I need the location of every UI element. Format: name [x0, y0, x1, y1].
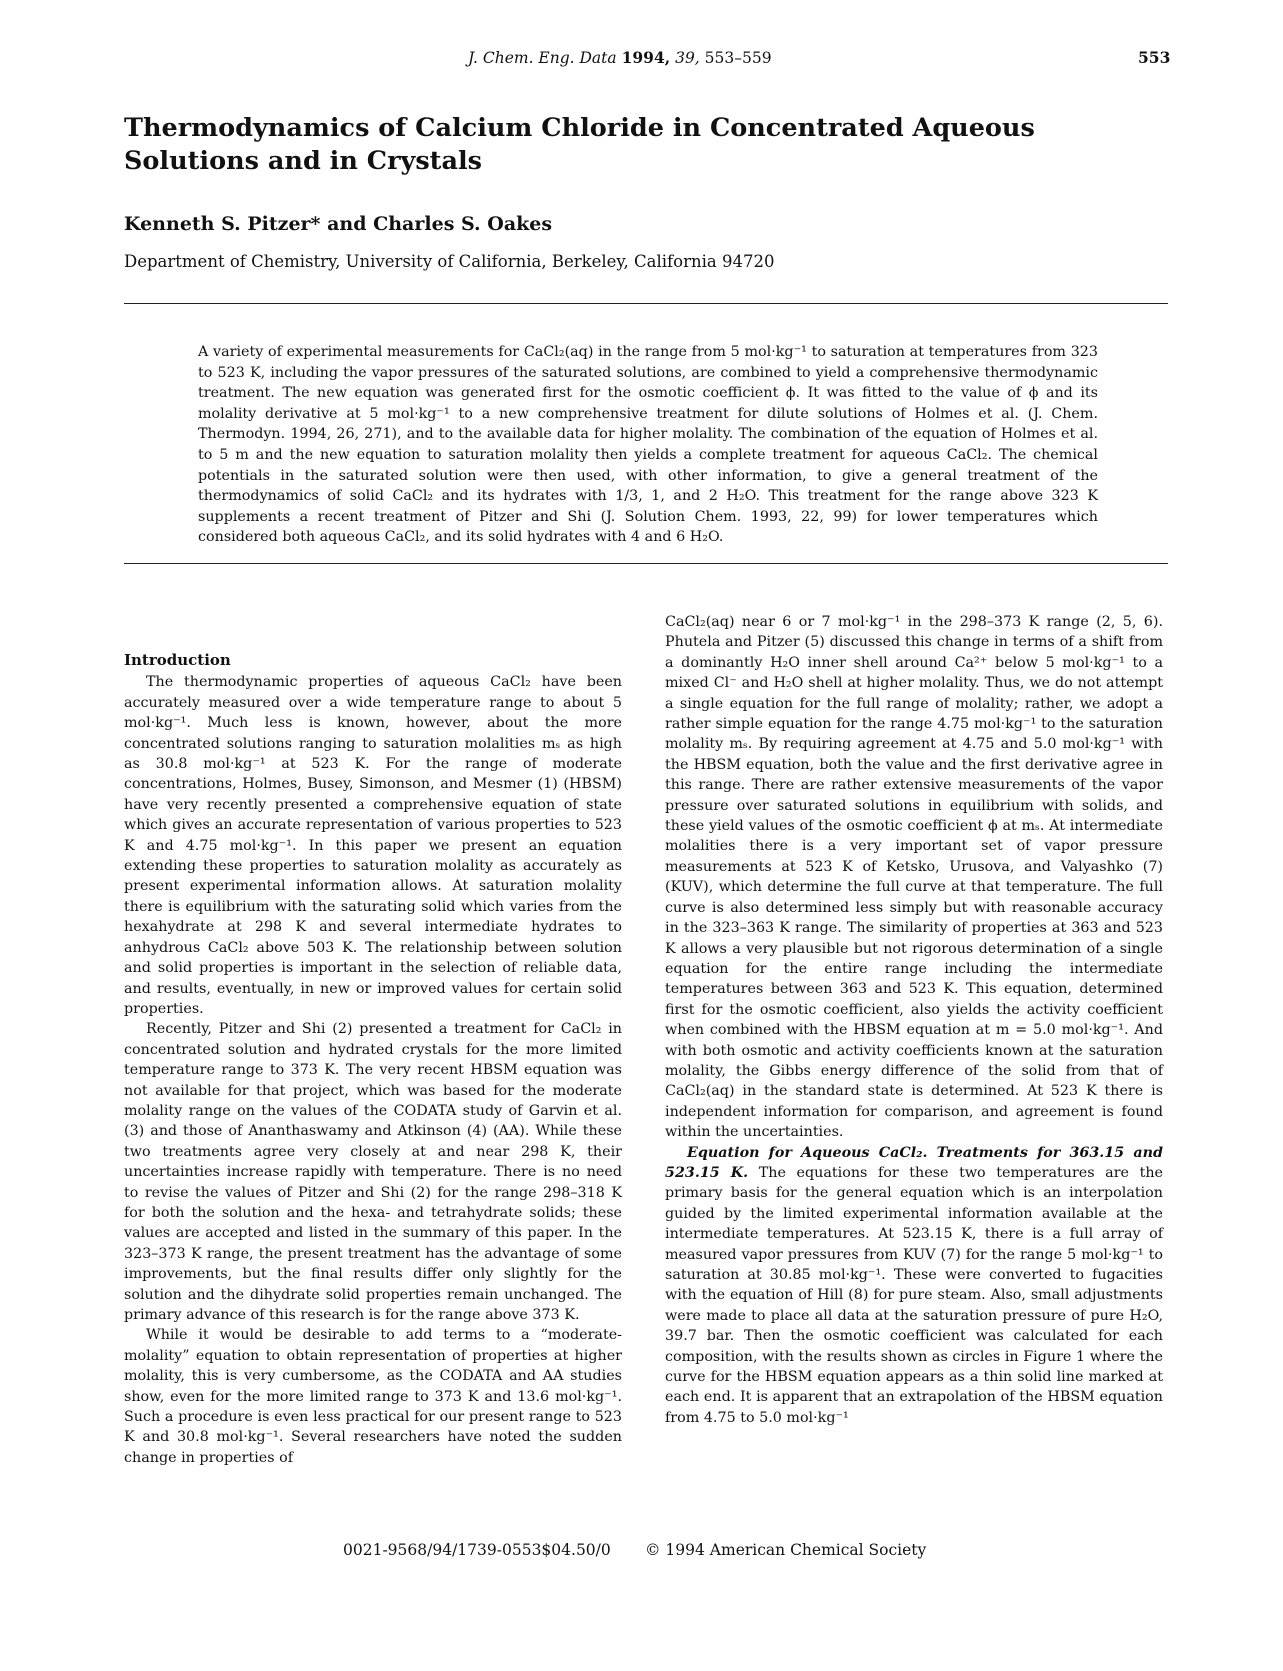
journal-year: 1994,	[621, 48, 671, 67]
intro-paragraph: The thermodynamic properties of aqueous CaCl₂ have been accurately measured over a wide temperature range to about 5 mol·kg⁻¹. Much less is known, however, about the more concentrated solutions ranging to saturation molalities mₛ as high as 30.8 mol·kg⁻¹ at 523 K. For the range of moderate concentrations, Holmes, Busey, Simonson, and Mesmer (1) (HBSM) have very recently presented a comprehensive equation of state which gives an accurate representation of various properties to 523 K and 4.75 mol·kg⁻¹. In this paper we present an equation extending these properties to saturation molality as accurately as present experimental information allows. At saturation molality there is equilibrium with the saturating solid which varies from the hexahydrate at 298 K and several intermediate hydrates to anhydrous CaCl₂ above 503 K. The relationship between solution and solid properties is important in the selection of reliable data, and results, eventually, in new or improved values for certain solid properties.	[124, 674, 622, 1017]
continued-paragraph: CaCl₂(aq) near 6 or 7 mol·kg⁻¹ in the 298–373 K range (2, 5, 6). Phutela and Pitzer (5) discussed this change in terms of a shift from a dominantly H₂O inner shell around Ca²⁺ below 5 mol·kg⁻¹ to a mixed Cl⁻ and H₂O shell at higher molality. Thus, we do not attempt a single equation for the full range of molality; rather, we adopt a rather simple equation for the range 4.75 mol·kg⁻¹ to the saturation molality mₛ. By requiring agreement at 4.75 and 5.0 mol·kg⁻¹ with the HBSM equation, both the value and the first derivative agree in this range. There are rather extensive measurements of the vapor pressure over saturated solutions in equilibrium with solids, and these yield values of the osmotic coefficient ϕ at mₛ. At intermediate molalities there is a very important set of vapor pressure measurements at 523 K of Ketsko, Urusova, and Valyashko (7) (KUV), which determine the full curve at that temperature. The full curve is also determined less simply but with reasonable accuracy in the 323–363 K range. The similarity of properties at 363 and 523 K allows a very plausible but not rigorous determination of a single equation for the entire range including the intermediate temperatures between 363 and 523 K. This equation, determined first for the osmotic coefficient, also yields the activity coefficient when combined with the HBSM equation at m = 5.0 mol·kg⁻¹. And with both osmotic and activity coefficients known at the saturation molality, the Gibbs energy difference of the solid from that of CaCl₂(aq) in the standard state is determined. At 523 K there is independent information for comparison, and agreement is found within the uncertainties.	[665, 614, 1163, 1141]
running-header	[0, 48, 1283, 72]
page-number: 553	[1138, 48, 1171, 67]
abstract-bottom-rule	[124, 563, 1168, 564]
article-code: 0021-9568/94/1739-0553$04.50/0	[343, 1541, 611, 1559]
journal-name: J. Chem. Eng. Data	[468, 49, 617, 67]
journal-volume: 39,	[675, 49, 700, 67]
intro-paragraph: Recently, Pitzer and Shi (2) presented a treatment for CaCl₂ in concentrated solution and hydrated crystals for the more limited temperature range to 373 K. The very recent HBSM equation was not available for that project, which was based for the moderate molality range on the values of the CODATA study of Garvin et al. (3) and those of Ananthaswamy and Atkinson (4) (AA). While these two treatments agree very closely at and near 298 K, their uncertainties increase rapidly with temperature. There is no need to revise the values of Pitzer and Shi (2) for the range 298–318 K for both the solution and the hexa- and tetrahydrate solids; these values are accepted and listed in the summary of this paper. In the 323–373 K range, the present treatment has the advantage of some improvements, but the final results differ only slightly for the solution and the dihydrate solid properties remain unchanged. The primary advance of this research is for the range above 373 K.	[124, 1021, 622, 1323]
section-heading-introduction: Introduction	[124, 651, 231, 669]
section-heading-equation: Equation for Aqueous CaCl₂. Treatments for 363.15 and 523.15 K.	[665, 1144, 1163, 1181]
intro-paragraph: While it would be desirable to add terms to a “moderate-molality” equation to obtain representation of properties at higher molality, this is very cumbersome, as the CODATA and AA studies show, even for the more limited range to 373 K and 13.6 mol·kg⁻¹. Such a procedure is even less practical for our present range to 523 K and 30.8 mol·kg⁻¹. Several researchers have noted the sudden change in properties of	[124, 1327, 622, 1466]
left-column	[124, 650, 622, 1468]
abstract-top-rule	[124, 303, 1168, 304]
paper-title: Thermodynamics of Calcium Chloride in Concentrated Aqueous Solutions and in Crystals	[124, 113, 1035, 176]
section-paragraph	[665, 1143, 1163, 1429]
copyright: © 1994 American Chemical Society	[645, 1541, 927, 1559]
right-column	[665, 612, 1163, 1428]
authors: Kenneth S. Pitzer* and Charles S. Oakes	[124, 213, 553, 235]
affiliation: Department of Chemistry, University of California, Berkeley, California 94720	[124, 252, 775, 271]
journal-pages: 553–559	[704, 49, 772, 67]
abstract: A variety of experimental measurements for CaCl₂(aq) in the range from 5 mol·kg⁻¹ to saturation at temperatures from 323 to 523 K, including the vapor pressures of the saturated solutions, are combined to yield a comprehensive thermodynamic treatment. The new equation was generated first for the osmotic coefficient ϕ. It was fitted to the value of ϕ and its molality derivative at 5 mol·kg⁻¹ to a new comprehensive treatment for dilute solutions of Holmes et al. (J. Chem. Thermodyn. 1994, 26, 271), and to the available data for higher molality. The combination of the equation of Holmes et al. to 5 m and the new equation to saturation molality then yields a complete treatment for aqueous CaCl₂. The chemical potentials in the saturated solution were then used, with other information, to give a general treatment of the thermodynamics of solid CaCl₂ and its hydrates with 1/3, 1, and 2 H₂O. This treatment for the range above 323 K supplements a recent treatment of Pitzer and Shi (J. Solution Chem. 1993, 22, 99) for lower temperatures which considered both aqueous CaCl₂, and its solid hydrates with 4 and 6 H₂O.	[198, 344, 1098, 546]
journal-citation	[468, 48, 772, 67]
section-text: The equations for these two temperatures are the primary basis for the general equation which is an interpolation guided by the limited experimental information available at the intermediate temperatures. At 523.15 K, there is a full array of measured vapor pressures from KUV (7) for the range 5 mol·kg⁻¹ to saturation at 30.85 mol·kg⁻¹. These were converted to fugacities with the equation of Hill (8) for pure steam. Also, small adjustments were made to place all data at the saturation pressure of pure H₂O, 39.7 bar. Then the osmotic coefficient was calculated for each composition, with the results shown as circles in Figure 1 where the curve for the HBSM equation appears as a thin solid line marked at each end. It is apparent that an extrapolation of the HBSM equation from 4.75 to 5.0 mol·kg⁻¹	[665, 1164, 1163, 1426]
